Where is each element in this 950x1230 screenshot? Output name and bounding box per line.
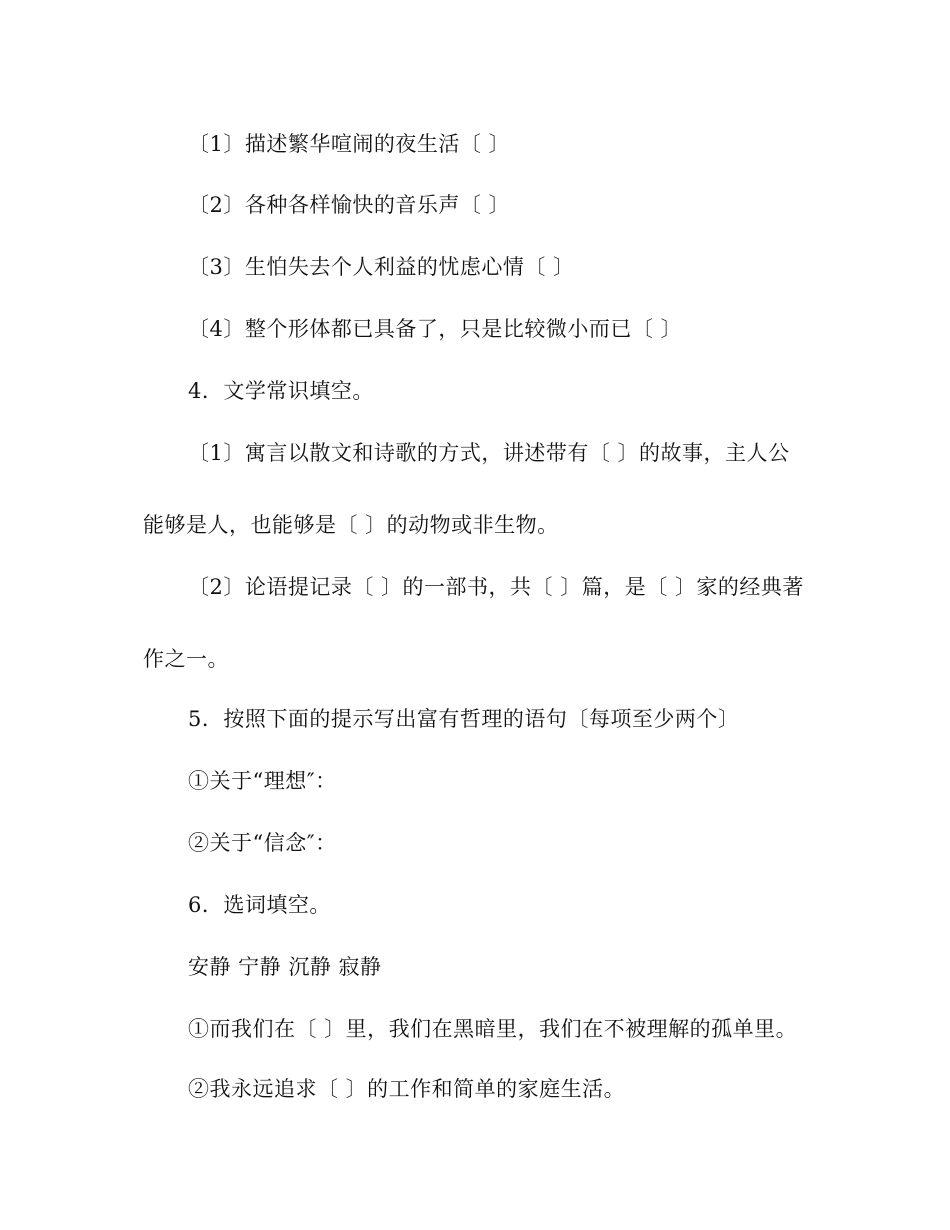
question-4-part-2-line-1: 〔2〕论语提记录〔 〕的一部书，共〔 〕篇，是〔 〕家的经典著 <box>188 575 804 599</box>
item-2-text: 〔2〕各种各样愉快的音乐声〔 〕 <box>188 193 511 217</box>
question-5-item-ideal: ①关于“理想″： <box>188 769 337 793</box>
word-choices: 安静 宁静 沉静 寂静 <box>188 955 382 979</box>
question-6-heading: 6．选词填空。 <box>188 893 331 917</box>
question-4-part-2-line-2: 作之一。 <box>143 647 229 671</box>
question-6-sentence-1: ①而我们在〔 〕里，我们在黑暗里，我们在不被理解的孤单里。 <box>188 1017 798 1041</box>
question-4-part-1-line-2: 能够是人，也能够是〔 〕的动物或非生物。 <box>143 513 559 537</box>
item-4-text: 〔4〕整个形体都已具备了，只是比较微小而已〔 〕 <box>188 317 683 341</box>
item-1-text: 〔1〕描述繁华喧闹的夜生活〔 〕 <box>188 132 511 156</box>
question-6-sentence-2: ②我永远追求〔 〕的工作和简单的家庭生活。 <box>188 1077 626 1101</box>
question-4-heading: 4．文学常识填空。 <box>188 379 374 403</box>
question-5-heading: 5．按照下面的提示写出富有哲理的语句〔每项至少两个〕 <box>188 707 740 731</box>
item-3-text: 〔3〕生怕失去个人利益的忧虑心情〔 〕 <box>188 255 575 279</box>
question-4-part-1-line-1: 〔1〕寓言以散文和诗歌的方式，讲述带有〔 〕的故事，主人公 <box>188 441 790 465</box>
question-5-item-belief: ②关于“信念″： <box>188 831 337 855</box>
